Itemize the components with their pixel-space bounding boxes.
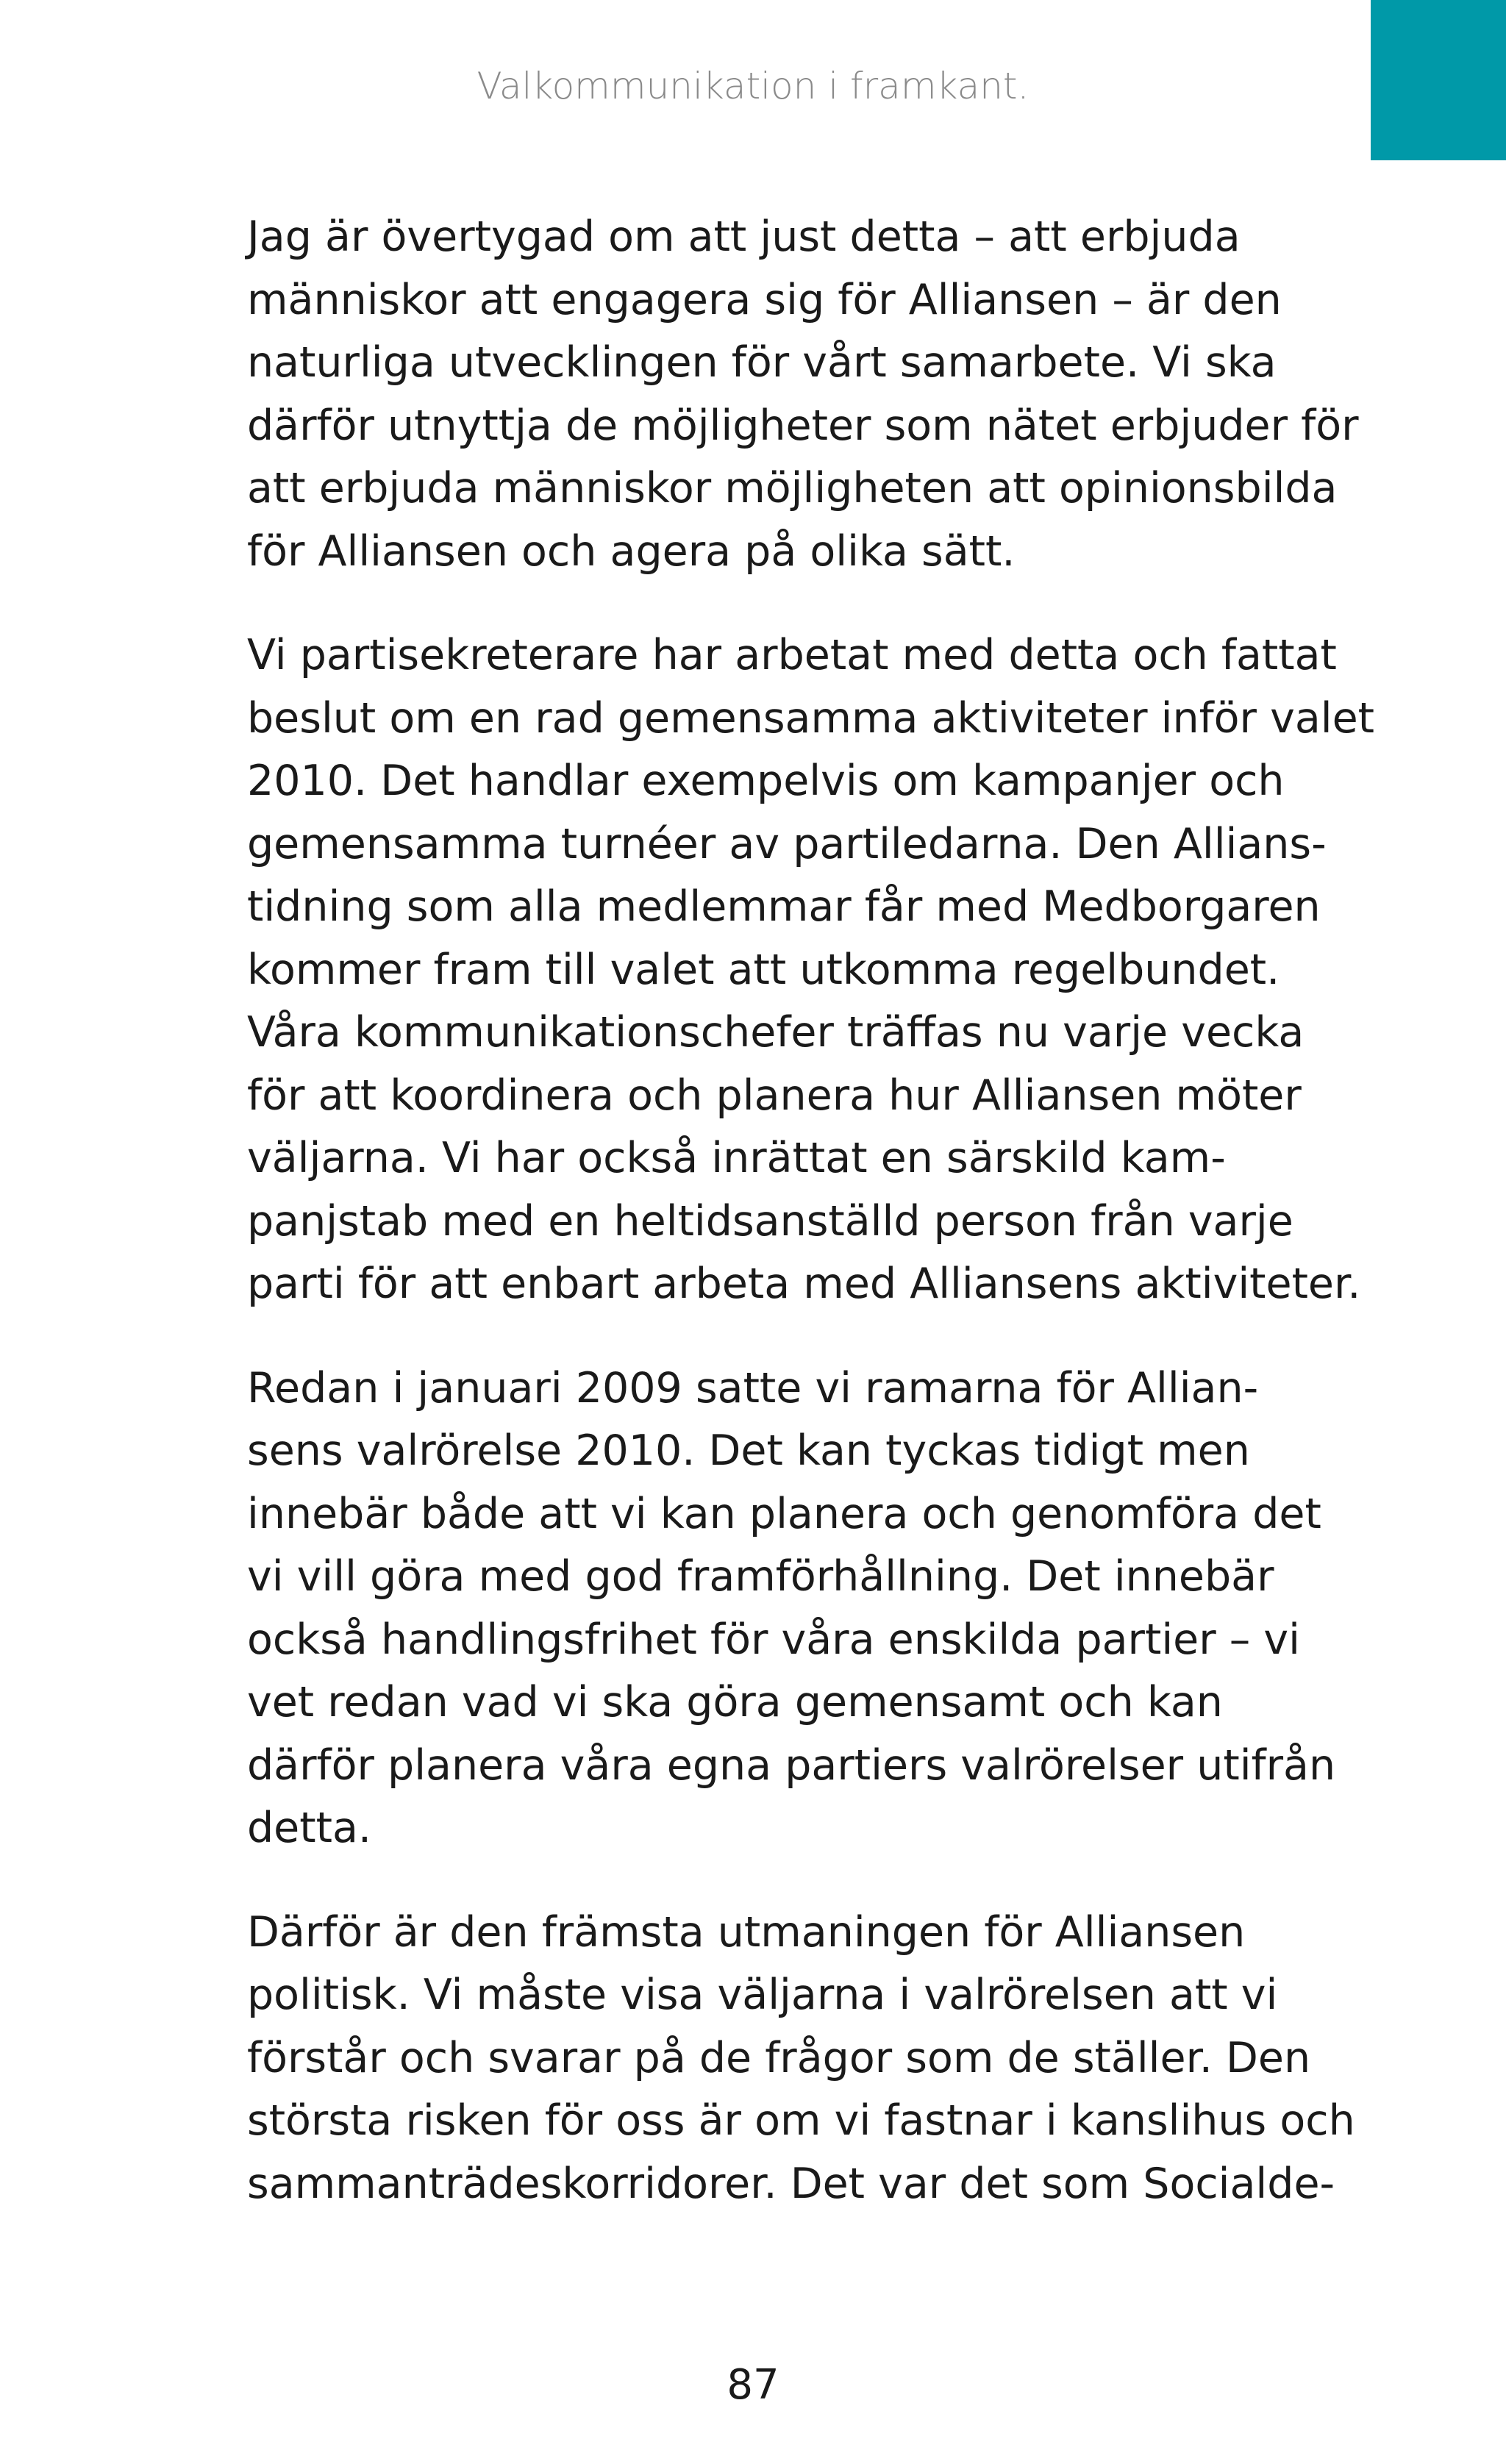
text-line: därför utnyttja de möjligheter som nätet erbjuder för bbox=[247, 401, 1359, 450]
text-line: innebär både att vi kan planera och genomföra det bbox=[247, 1489, 1321, 1538]
paragraph bbox=[247, 206, 1359, 583]
paragraph bbox=[247, 1901, 1355, 2216]
text-line: också handlingsfrihet för våra enskilda partier – vi bbox=[247, 1615, 1300, 1664]
body-text bbox=[247, 206, 1375, 2257]
text-line: människor att engagera sig för Alliansen – är den bbox=[247, 275, 1282, 324]
text-line: förstår och svarar på de frågor som de ställer. Den bbox=[247, 2033, 1311, 2082]
text-line: tidning som alla medlemmar får med Medborgaren bbox=[247, 882, 1321, 931]
text-line: panjstab med en heltidsanställd person från varje bbox=[247, 1196, 1293, 1246]
text-line: vet redan vad vi ska göra gemensamt och kan bbox=[247, 1678, 1223, 1726]
text-line: politisk. Vi måste visa väljarna i valrörelsen att vi bbox=[247, 1971, 1278, 2019]
text-line: Därför är den främsta utmaningen för Alliansen bbox=[247, 1907, 1246, 1957]
text-line: detta. bbox=[247, 1804, 371, 1852]
text-line: kommer fram till valet att utkomma regelbundet. bbox=[247, 945, 1280, 994]
paragraph bbox=[247, 624, 1375, 1316]
text-line: Redan i januari 2009 satte vi ramarna för Allian- bbox=[247, 1363, 1259, 1413]
paragraph bbox=[247, 1357, 1350, 1860]
text-line: gemensamma turnéer av partiledarna. Den Allians- bbox=[247, 819, 1327, 868]
text-line: att erbjuda människor möjligheten att opinionsbilda bbox=[247, 464, 1338, 513]
text-line: sens valrörelse 2010. Det kan tyckas tidigt men bbox=[247, 1426, 1250, 1475]
text-line: 2010. Det handlar exempelvis om kampanjer och bbox=[247, 757, 1285, 805]
text-line: Jag är övertygad om att just detta – att erbjuda bbox=[247, 213, 1241, 261]
text-line: naturliga utvecklingen för vårt samarbete. Vi ska bbox=[247, 338, 1277, 387]
text-line: största risken för oss är om vi fastnar i kanslihus och bbox=[247, 2096, 1355, 2145]
text-line: Våra kommunikationschefer träffas nu varje vecka bbox=[247, 1008, 1305, 1057]
text-line: därför planera våra egna partiers valrörelser utifrån bbox=[247, 1740, 1336, 1790]
text-line: Vi partisekreterare har arbetat med detta och fattat bbox=[247, 631, 1337, 679]
text-line: beslut om en rad gemensamma aktiviteter inför valet bbox=[247, 693, 1375, 743]
page-number: 87 bbox=[727, 2361, 779, 2409]
text-line: för Alliansen och agera på olika sätt. bbox=[247, 526, 1016, 576]
text-line: vi vill göra med god framförhållning. Det innebär bbox=[247, 1552, 1274, 1601]
text-line: sammanträdeskorridorer. Det var det som Socialde- bbox=[247, 2159, 1335, 2208]
text-line: för att koordinera och planera hur Alliansen möter bbox=[247, 1071, 1302, 1120]
text-line: väljarna. Vi har också inrättat en särskild kam- bbox=[247, 1134, 1226, 1182]
text-line: parti för att enbart arbeta med Alliansens aktiviteter. bbox=[247, 1260, 1361, 1308]
running-header: Valkommunikation i framkant. bbox=[477, 65, 1029, 107]
